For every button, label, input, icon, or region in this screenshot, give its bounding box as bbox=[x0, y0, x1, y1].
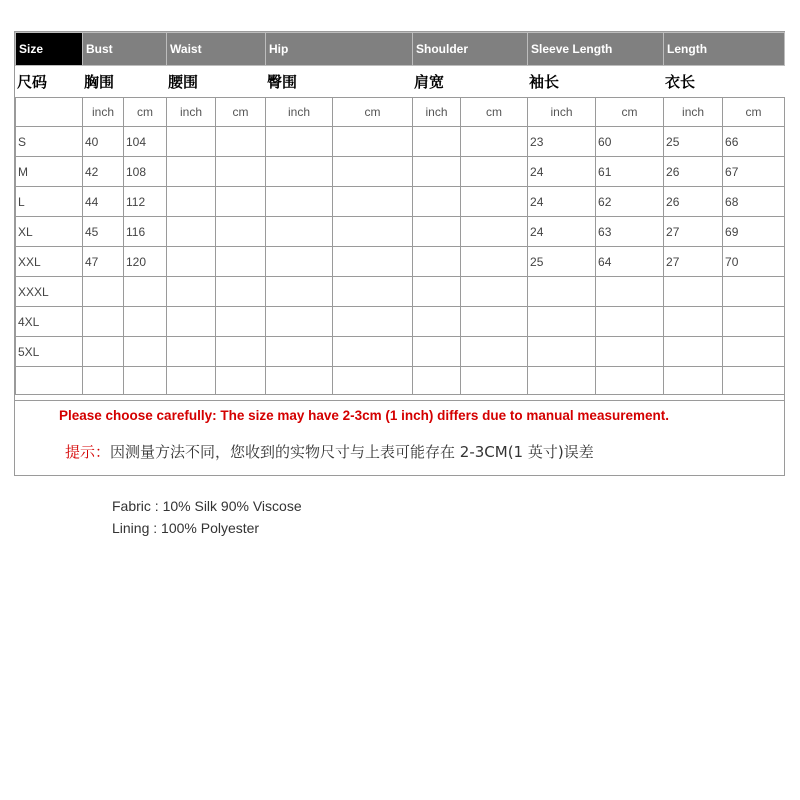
cell-length-in: 26 bbox=[664, 157, 723, 187]
empty-cell bbox=[461, 217, 528, 247]
table-row bbox=[16, 217, 785, 247]
empty-cell bbox=[333, 337, 413, 367]
unit-row bbox=[16, 98, 785, 127]
cell-bust-in bbox=[83, 307, 124, 337]
empty-cell bbox=[333, 247, 413, 277]
cell-bust-in bbox=[83, 337, 124, 367]
cell-sleeve-cm bbox=[596, 277, 664, 307]
table-cell bbox=[83, 367, 124, 395]
cell-bust-cm: 104 bbox=[124, 127, 167, 157]
unit-cm: cm bbox=[596, 98, 664, 127]
cell-length-in bbox=[664, 277, 723, 307]
table-cell bbox=[216, 367, 266, 395]
empty-cell bbox=[216, 157, 266, 187]
cell-size: 4XL bbox=[16, 307, 83, 337]
empty-cell bbox=[333, 307, 413, 337]
table-cell bbox=[266, 367, 333, 395]
unit-cell bbox=[16, 98, 83, 127]
unit-inch: inch bbox=[528, 98, 596, 127]
empty-cell bbox=[167, 187, 216, 217]
table-cell bbox=[664, 367, 723, 395]
empty-cell bbox=[167, 337, 216, 367]
table-cell bbox=[723, 367, 785, 395]
table-row bbox=[16, 337, 785, 367]
size-chart bbox=[14, 31, 785, 476]
empty-cell bbox=[167, 307, 216, 337]
empty-cell bbox=[461, 157, 528, 187]
cell-bust-in: 45 bbox=[83, 217, 124, 247]
empty-cell bbox=[461, 247, 528, 277]
header-row-en bbox=[16, 33, 785, 66]
header-sleeve-length: Sleeve Length bbox=[528, 33, 664, 66]
cell-sleeve-cm: 60 bbox=[596, 127, 664, 157]
cell-size: XXXL bbox=[16, 277, 83, 307]
empty-cell bbox=[266, 187, 333, 217]
empty-cell bbox=[461, 187, 528, 217]
cell-sleeve-in bbox=[528, 307, 596, 337]
unit-cm: cm bbox=[723, 98, 785, 127]
unit-cm: cm bbox=[216, 98, 266, 127]
empty-cell bbox=[413, 187, 461, 217]
cell-size: S bbox=[16, 127, 83, 157]
cell-bust-cm: 116 bbox=[124, 217, 167, 247]
header-cn-shoulder: 肩宽 bbox=[413, 66, 528, 98]
empty-cell bbox=[413, 277, 461, 307]
empty-cell bbox=[413, 127, 461, 157]
table-cell bbox=[596, 367, 664, 395]
cell-sleeve-in: 24 bbox=[528, 187, 596, 217]
empty-cell bbox=[216, 247, 266, 277]
cell-length-in bbox=[664, 337, 723, 367]
empty-cell bbox=[266, 217, 333, 247]
cell-size: L bbox=[16, 187, 83, 217]
empty-cell bbox=[167, 277, 216, 307]
empty-cell bbox=[333, 187, 413, 217]
cell-sleeve-cm bbox=[596, 337, 664, 367]
header-size: Size bbox=[16, 33, 83, 66]
empty-cell bbox=[266, 127, 333, 157]
table-cell bbox=[124, 367, 167, 395]
cell-length-cm: 68 bbox=[723, 187, 785, 217]
empty-cell bbox=[333, 277, 413, 307]
empty-cell bbox=[167, 157, 216, 187]
empty-cell bbox=[266, 307, 333, 337]
size-table bbox=[15, 32, 785, 395]
cell-length-in: 27 bbox=[664, 247, 723, 277]
notice-chinese-label: 提示： bbox=[65, 443, 111, 461]
empty-cell bbox=[216, 307, 266, 337]
lining-info: Lining : 100% Polyester bbox=[112, 520, 260, 536]
table-cell bbox=[167, 367, 216, 395]
cell-bust-in: 44 bbox=[83, 187, 124, 217]
cell-sleeve-cm: 63 bbox=[596, 217, 664, 247]
unit-cm: cm bbox=[333, 98, 413, 127]
header-row-cn bbox=[16, 66, 785, 98]
empty-cell bbox=[413, 157, 461, 187]
cell-length-cm: 66 bbox=[723, 127, 785, 157]
cell-length-in: 27 bbox=[664, 217, 723, 247]
empty-cell bbox=[216, 187, 266, 217]
empty-cell bbox=[413, 217, 461, 247]
cell-bust-cm bbox=[124, 307, 167, 337]
header-cn-bust: 胸围 bbox=[83, 66, 167, 98]
empty-cell bbox=[266, 337, 333, 367]
cell-bust-cm: 112 bbox=[124, 187, 167, 217]
unit-inch: inch bbox=[266, 98, 333, 127]
table-cell bbox=[16, 367, 83, 395]
cell-length-cm bbox=[723, 277, 785, 307]
cell-size: XL bbox=[16, 217, 83, 247]
header-cn-size: 尺码 bbox=[16, 66, 83, 98]
notice-chinese bbox=[65, 441, 594, 462]
cell-sleeve-cm: 64 bbox=[596, 247, 664, 277]
cell-bust-cm bbox=[124, 277, 167, 307]
empty-cell bbox=[461, 307, 528, 337]
empty-cell bbox=[167, 217, 216, 247]
empty-cell bbox=[216, 217, 266, 247]
header-cn-waist: 腰围 bbox=[167, 66, 266, 98]
unit-cm: cm bbox=[124, 98, 167, 127]
empty-cell bbox=[461, 127, 528, 157]
table-cell bbox=[333, 367, 413, 395]
empty-cell bbox=[333, 157, 413, 187]
table-row bbox=[16, 157, 785, 187]
unit-inch: inch bbox=[413, 98, 461, 127]
fabric-info: Fabric : 10% Silk 90% Viscose bbox=[112, 498, 302, 514]
header-hip: Hip bbox=[266, 33, 413, 66]
cell-sleeve-cm bbox=[596, 307, 664, 337]
table-row bbox=[16, 277, 785, 307]
cell-bust-cm: 120 bbox=[124, 247, 167, 277]
header-bust: Bust bbox=[83, 33, 167, 66]
empty-cell bbox=[167, 247, 216, 277]
cell-sleeve-in bbox=[528, 337, 596, 367]
measurement-notice bbox=[15, 400, 784, 475]
header-cn-sleeve: 袖长 bbox=[528, 66, 664, 98]
cell-length-in bbox=[664, 307, 723, 337]
table-row bbox=[16, 127, 785, 157]
table-cell bbox=[413, 367, 461, 395]
cell-size: M bbox=[16, 157, 83, 187]
header-shoulder: Shoulder bbox=[413, 33, 528, 66]
empty-cell bbox=[266, 277, 333, 307]
unit-inch: inch bbox=[167, 98, 216, 127]
unit-cm: cm bbox=[461, 98, 528, 127]
cell-length-in: 26 bbox=[664, 187, 723, 217]
cell-sleeve-in: 23 bbox=[528, 127, 596, 157]
cell-length-in: 25 bbox=[664, 127, 723, 157]
empty-cell bbox=[413, 247, 461, 277]
table-row bbox=[16, 187, 785, 217]
table-row bbox=[16, 307, 785, 337]
header-waist: Waist bbox=[167, 33, 266, 66]
empty-cell bbox=[266, 247, 333, 277]
cell-bust-in: 47 bbox=[83, 247, 124, 277]
cell-bust-in: 40 bbox=[83, 127, 124, 157]
table-row bbox=[16, 247, 785, 277]
cell-sleeve-in: 25 bbox=[528, 247, 596, 277]
header-cn-hip: 臀围 bbox=[266, 66, 413, 98]
empty-cell bbox=[333, 217, 413, 247]
cell-length-cm bbox=[723, 307, 785, 337]
cell-size: 5XL bbox=[16, 337, 83, 367]
empty-cell bbox=[216, 277, 266, 307]
unit-inch: inch bbox=[664, 98, 723, 127]
empty-cell bbox=[413, 337, 461, 367]
cell-sleeve-cm: 61 bbox=[596, 157, 664, 187]
notice-english: Please choose carefully: The size may have 2-3cm (1 inch) differs due to manual measurement. bbox=[59, 408, 669, 423]
empty-cell bbox=[167, 127, 216, 157]
empty-cell bbox=[413, 307, 461, 337]
notice-chinese-text: 因测量方法不同，您收到的实物尺寸与上表可能存在 2-3CM(1 英寸)误差 bbox=[110, 443, 594, 461]
empty-cell bbox=[216, 127, 266, 157]
header-length: Length bbox=[664, 33, 785, 66]
cell-sleeve-cm: 62 bbox=[596, 187, 664, 217]
empty-cell bbox=[216, 337, 266, 367]
empty-cell bbox=[266, 157, 333, 187]
header-cn-length: 衣长 bbox=[664, 66, 785, 98]
cell-length-cm: 67 bbox=[723, 157, 785, 187]
empty-row bbox=[16, 367, 785, 395]
cell-length-cm: 69 bbox=[723, 217, 785, 247]
unit-inch: inch bbox=[83, 98, 124, 127]
empty-cell bbox=[333, 127, 413, 157]
cell-length-cm bbox=[723, 337, 785, 367]
cell-size: XXL bbox=[16, 247, 83, 277]
empty-cell bbox=[461, 277, 528, 307]
table-cell bbox=[461, 367, 528, 395]
table-cell bbox=[528, 367, 596, 395]
cell-bust-in bbox=[83, 277, 124, 307]
cell-bust-cm: 108 bbox=[124, 157, 167, 187]
cell-length-cm: 70 bbox=[723, 247, 785, 277]
cell-sleeve-in bbox=[528, 277, 596, 307]
size-rows bbox=[16, 127, 785, 367]
cell-sleeve-in: 24 bbox=[528, 157, 596, 187]
cell-bust-cm bbox=[124, 337, 167, 367]
cell-bust-in: 42 bbox=[83, 157, 124, 187]
cell-sleeve-in: 24 bbox=[528, 217, 596, 247]
empty-cell bbox=[461, 337, 528, 367]
